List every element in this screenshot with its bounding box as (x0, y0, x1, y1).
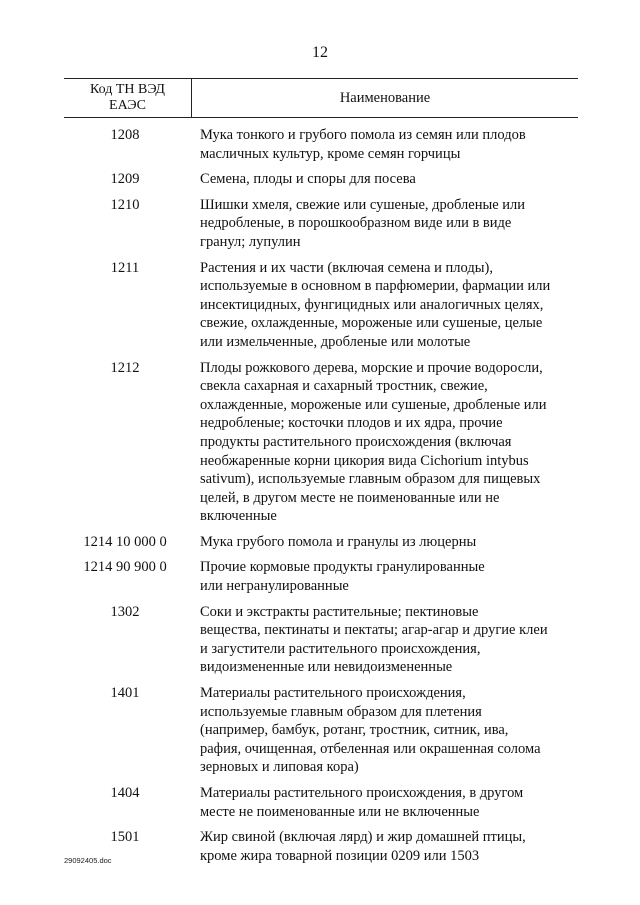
header-code-column: Код ТН ВЭД ЕАЭС (64, 79, 192, 117)
row-description: Растения и их части (включая семена и плоды), используемые в основном в парфюмерии, фармации или инсектицидных, фунгицидных или аналогичных целях, свежие, охлажденные, мороженые или сушеные, целые или измельченные, дробленые или молотые (200, 259, 551, 350)
row-code: 1210 (110, 196, 140, 213)
row-description: Жир свиной (включая лярд) и жир домашней птицы, кроме жира товарной позиции 0209 или 1503 (200, 829, 526, 864)
table-row (64, 603, 578, 677)
footer-filename: 29092405.doc (64, 856, 112, 865)
table-row (64, 359, 578, 526)
row-code: 1211 (110, 259, 140, 276)
header-name-column: Наименование (339, 90, 431, 106)
row-code: 1404 (110, 785, 140, 801)
row-description: Мука тонкого и грубого помола из семян или плодов масличных культур, кроме семян горчицы (200, 127, 526, 162)
table-header (64, 78, 578, 118)
page-number: 12 (312, 44, 328, 61)
table-row (64, 828, 578, 865)
row-code: 1401 (110, 685, 140, 702)
table-row (64, 170, 578, 189)
row-description: Соки и экстракты растительные; пектиновые вещества, пектинаты и пектаты; агар-агар и другие клеи и загустители растительного происхождения, видоизмененные или невидоизмененные (200, 603, 548, 676)
row-description: Шишки хмеля, свежие или сушеные, дробленые или недробленые, в порошкообразном виде или в виде гранул; лупулин (200, 196, 526, 250)
row-description: Материалы растительного происхождения, в другом месте не поименованные или не включенные (200, 785, 524, 820)
row-description: Плоды рожкового дерева, морские и прочие водоросли, свекла сахарная и сахарный тростник, свежие, охлажденные, мороженые или сушеные, дробленые или недробленые; косточки плодов и их ядра, прочие продукты растительного происхождения (включая необжаренные корни цикория вида Cichorium intybus sativum), используемые главным образом для пищевых целей, в другом месте не поименованные или не включенные (200, 359, 547, 525)
row-code: 1214 90 900 0 (83, 559, 167, 576)
table-row (64, 784, 578, 821)
table-row (64, 126, 578, 163)
row-code: 1302 (110, 603, 140, 620)
table-row (64, 259, 578, 352)
row-code: 1501 (110, 829, 140, 846)
table-row (64, 558, 578, 595)
row-code: 1209 (110, 171, 140, 188)
row-code: 1214 10 000 0 (83, 533, 167, 550)
row-code: 1208 (110, 127, 140, 143)
row-description: Прочие кормовые продукты гранулированные или негранулированные (200, 559, 485, 595)
row-description: Мука грубого помола и гранулы из люцерны (200, 533, 477, 550)
row-description: Семена, плоды и споры для посева (200, 171, 416, 188)
tariff-table (64, 78, 578, 872)
table-body (64, 126, 578, 865)
table-row (64, 533, 578, 552)
table-row (64, 684, 578, 777)
row-description: Материалы растительного происхождения, используемые главным образом для плетения (например, бамбук, ротанг, тростник, ситник, ива, рафия, очищенная, отбеленная или окрашенная солома зерновых и липовая кора) (200, 685, 541, 776)
row-code: 1212 (110, 359, 140, 376)
table-row (64, 196, 578, 252)
